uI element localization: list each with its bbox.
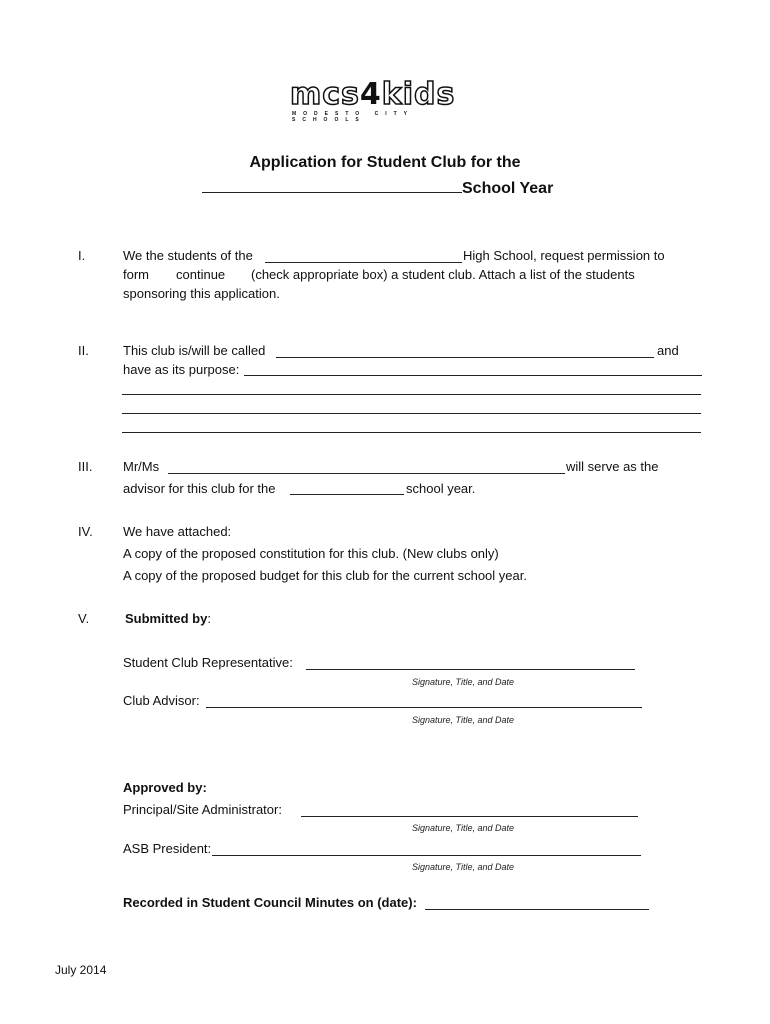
section-3-text-d: school year. [406,481,476,496]
principal-signature-line[interactable] [301,816,638,817]
section-4-text-a: We have attached: [123,524,232,539]
form-title-line2: School Year [202,180,553,198]
advisor-label: Club Advisor: [123,693,200,708]
school-year-blank[interactable] [202,192,462,193]
rep-signature-caption: Signature, Title, and Date [412,677,514,687]
advisor-signature-caption: Signature, Title, and Date [412,715,514,725]
principal-signature-caption: Signature, Title, and Date [412,823,514,833]
purpose-blank-3[interactable] [122,413,701,414]
section-4-numeral: IV. [78,524,93,539]
approved-by-heading: Approved by: [123,780,207,795]
section-1-text-b: High School, request permission to [463,248,665,263]
asb-label: ASB President: [123,841,212,856]
form-option[interactable]: form [123,267,149,282]
continue-option[interactable]: continue [176,267,226,282]
section-1-text-c: (check appropriate box) a student club. Attach a list of the students [251,267,635,282]
recorded-date-blank[interactable] [425,909,649,910]
section-1-numeral: I. [78,248,86,263]
section-2-text-a: This club is/will be called [123,343,266,358]
section-1-text-a: We the students of the [123,248,253,263]
rep-label: Student Club Representative: [123,655,293,670]
asb-signature-line[interactable] [212,855,641,856]
section-5-numeral: V. [78,611,90,626]
principal-label: Principal/Site Administrator: [123,802,282,817]
high-school-name-blank[interactable] [265,262,462,263]
club-name-blank[interactable] [276,357,654,358]
form-title-line1: Application for Student Club for the [249,154,521,171]
advisor-signature-line[interactable] [206,707,642,708]
submitted-by-heading: Submitted by: [125,611,211,626]
purpose-blank-1[interactable] [244,375,702,376]
section-3-text-a: Mr/Ms [123,459,160,474]
purpose-blank-2[interactable] [122,394,701,395]
rep-signature-line[interactable] [306,669,635,670]
logo-subtitle: MODESTO CITY SCHOOLS [292,111,414,123]
section-2-text-b: have as its purpose: [123,362,240,377]
section-3-text-c: advisor for this club for the [123,481,276,496]
section-3-numeral: III. [78,459,93,474]
section-4-text-c: A copy of the proposed budget for this club for the current school year. [123,568,527,583]
mcs4kids-logo [290,77,480,123]
section-2-and: and [657,343,679,358]
advisor-year-blank[interactable] [290,494,404,495]
section-1-text-d: sponsoring this application. [123,286,280,301]
purpose-blank-4[interactable] [122,432,701,433]
advisor-name-blank[interactable] [168,473,565,474]
logo-wordmark: mcs4kids [290,77,456,112]
section-3-text-b: will serve as the [566,459,659,474]
asb-signature-caption: Signature, Title, and Date [412,862,514,872]
recorded-label: Recorded in Student Council Minutes on (date): [123,895,417,910]
section-2-numeral: II. [78,343,89,358]
footer-date: July 2014 [55,963,107,977]
section-4-text-b: A copy of the proposed constitution for this club. (New clubs only) [123,546,499,561]
